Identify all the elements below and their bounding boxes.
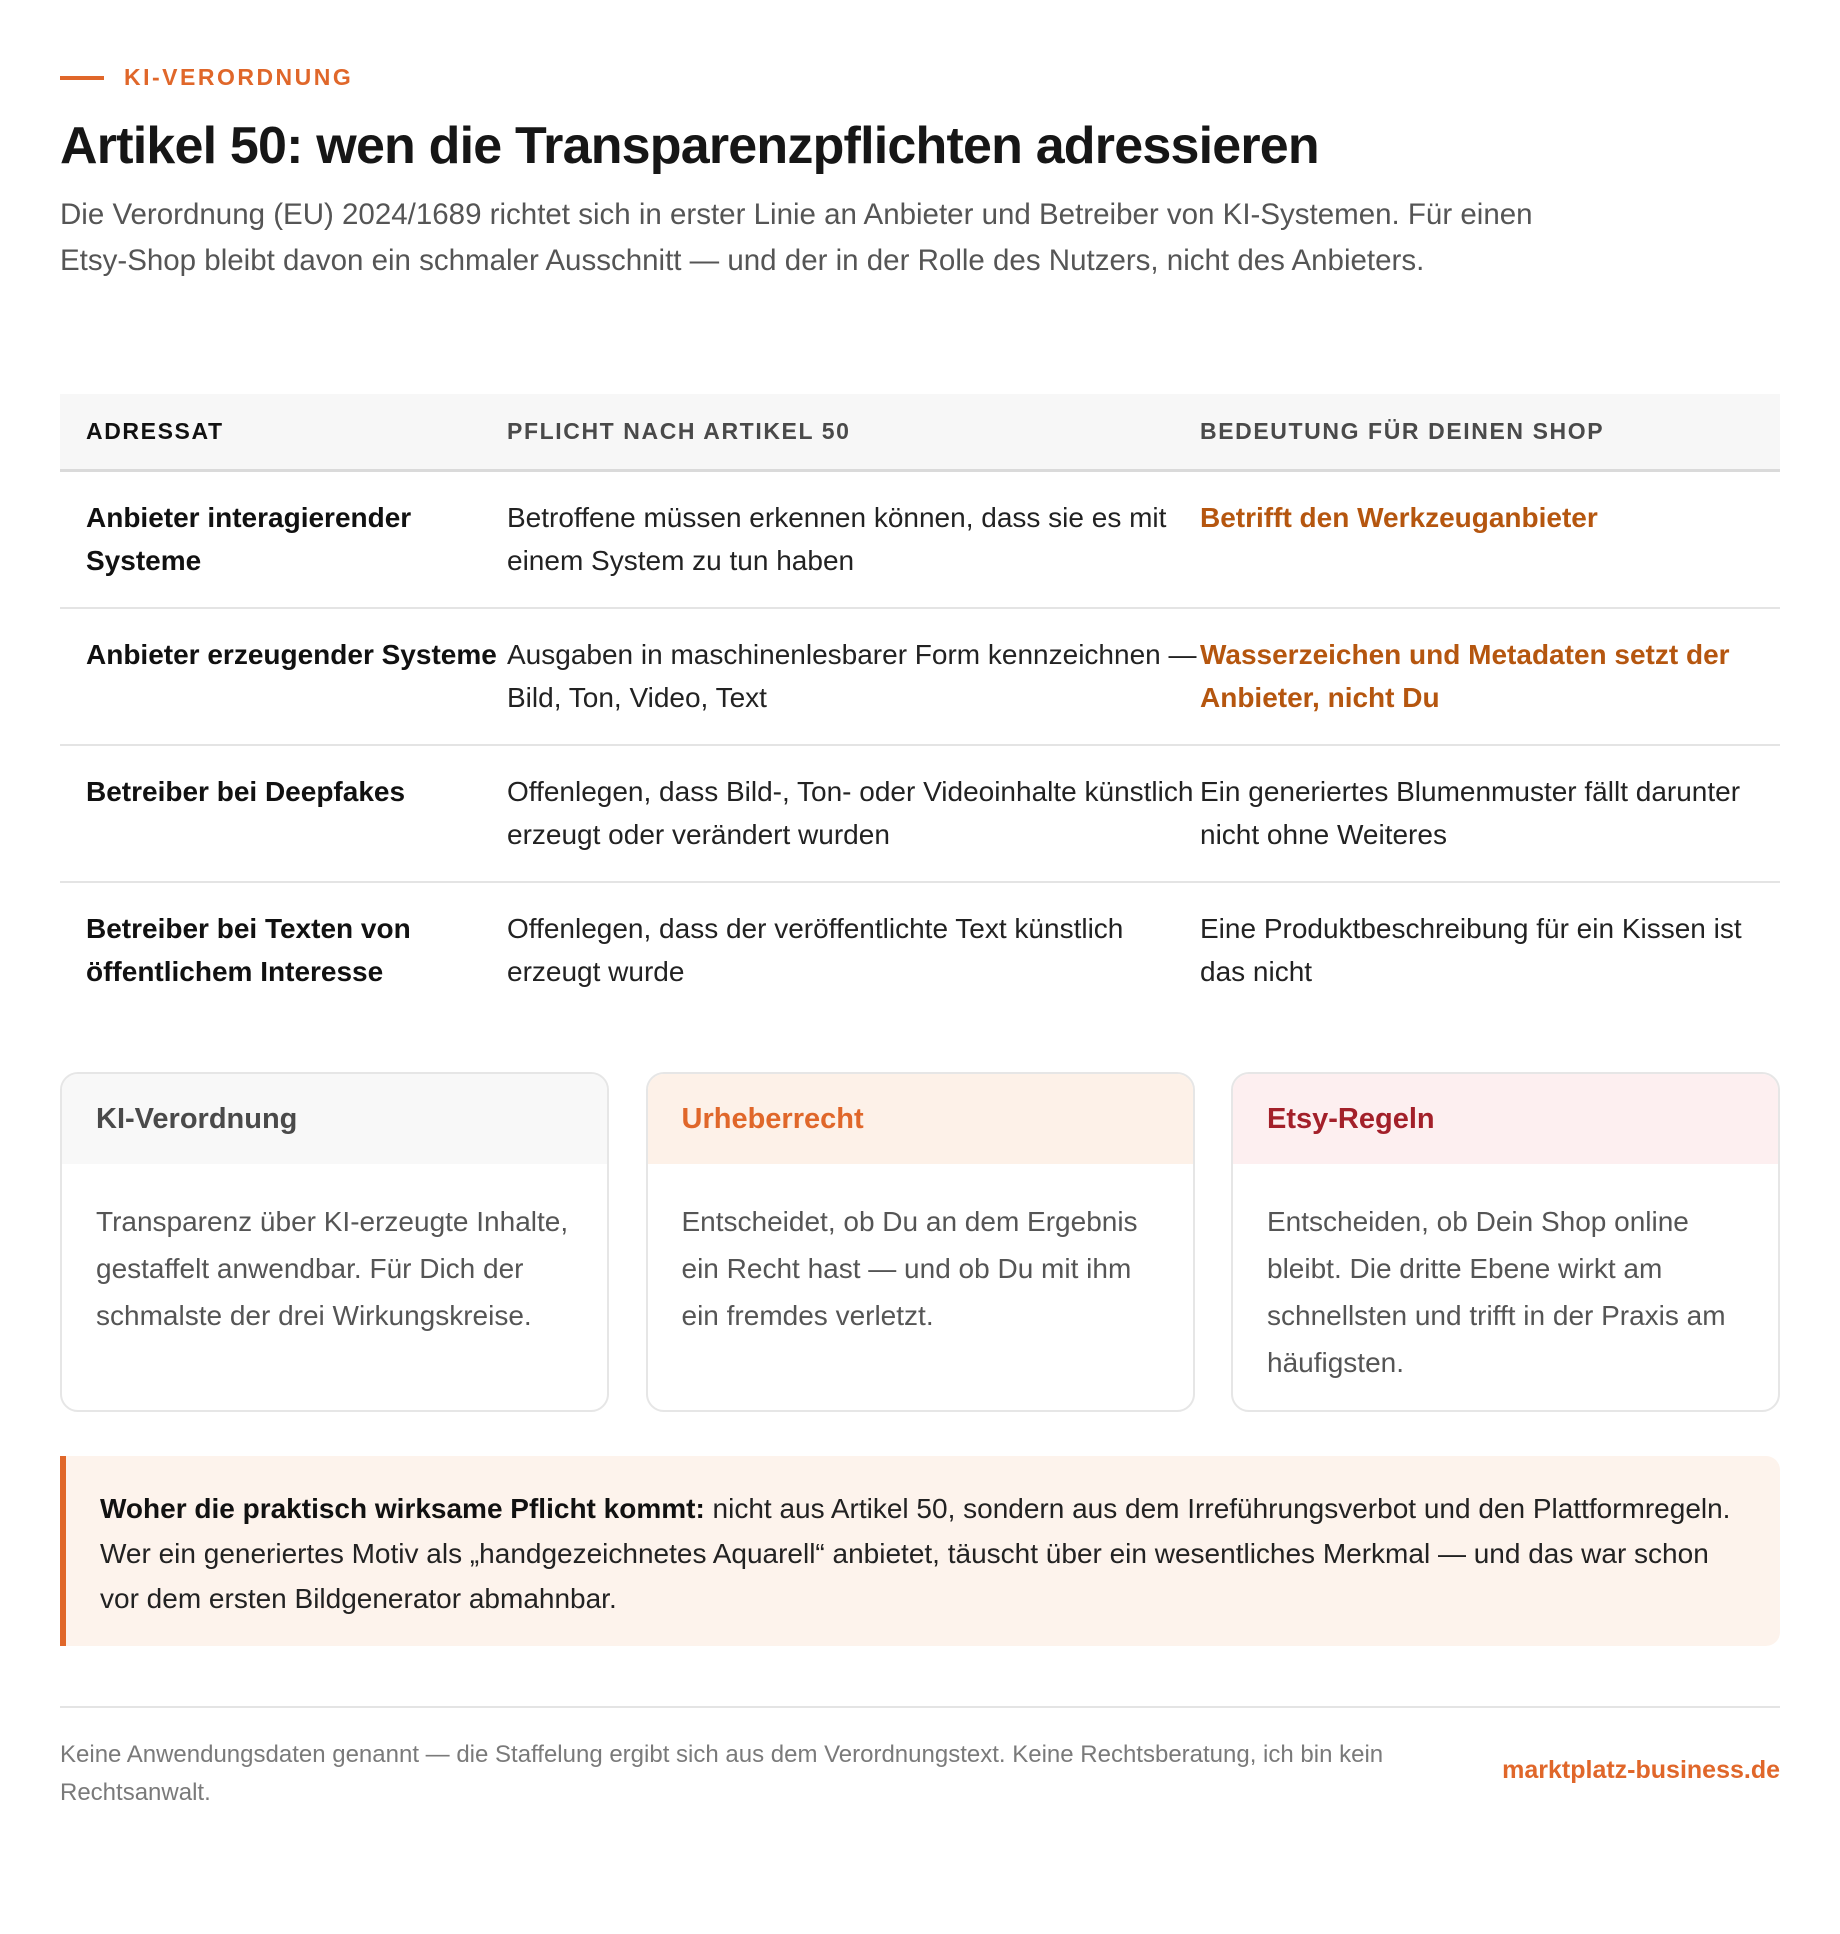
article-50-table xyxy=(60,394,1780,1020)
table-header-row xyxy=(60,394,1780,472)
card-etsy-regeln xyxy=(1231,1072,1780,1412)
card-body: Entscheidet, ob Du an dem Ergebnis ein Recht hast — und ob Du mit ihm ein fremdes verletzt. xyxy=(681,1206,1138,1331)
callout-box xyxy=(60,1456,1780,1646)
kicker-label: KI-VERORDNUNG xyxy=(124,64,354,90)
callout-text: nicht aus Artikel 50, sondern aus dem Irreführungsverbot und den Plattformregeln. Wer ein generiertes Motiv als „handgezeichnetes Aquarell“ anbietet, täuscht über ein wesentliches Merkmal — und das war schon vor dem ersten Bildgenerator abmahnbar. xyxy=(100,1493,1731,1614)
cell-meaning: Ein generiertes Blumenmuster fällt darunter nicht ohne Weiteres xyxy=(1200,776,1741,850)
intro-paragraph: Die Verordnung (EU) 2024/1689 richtet sich in erster Linie an Anbieter und Betreiber von KI-Systemen. Für einen Etsy-Shop bleibt davon ein schmaler Ausschnitt — und der in der Rolle des Nutzers, nicht des Anbieters. xyxy=(60,198,1533,277)
kicker xyxy=(60,64,353,91)
card-title: KI-Verordnung xyxy=(62,1074,607,1164)
cell-duty: Offenlegen, dass der veröffentlichte Text künstlich erzeugt wurde xyxy=(507,913,1124,987)
column-header-meaning: BEDEUTUNG FÜR DEINEN SHOP xyxy=(1200,418,1605,444)
cell-addressee: Anbieter erzeugender Systeme xyxy=(86,639,497,670)
footer-divider xyxy=(60,1706,1780,1708)
footer-note: Keine Anwendungsdaten genannt — die Staffelung ergibt sich aus dem Verordnungstext. Keine Rechtsberatung, ich bin kein Rechtsanwalt. xyxy=(60,1741,1384,1806)
table-row xyxy=(60,609,1780,746)
column-header-duty: PFLICHT NACH ARTIKEL 50 xyxy=(507,418,851,444)
cell-meaning: Eine Produktbeschreibung für ein Kissen ist das nicht xyxy=(1200,913,1742,987)
column-header-addressee: ADRESSAT xyxy=(86,418,224,444)
cell-duty: Offenlegen, dass Bild-, Ton- oder Videoinhalte künstlich erzeugt oder verändert wurden xyxy=(507,776,1194,850)
card-title: Etsy-Regeln xyxy=(1233,1074,1778,1164)
table-row xyxy=(60,883,1780,1020)
cell-duty: Betroffene müssen erkennen können, dass sie es mit einem System zu tun haben xyxy=(507,502,1167,576)
card-ki-verordnung xyxy=(60,1072,609,1412)
cell-addressee: Betreiber bei Deepfakes xyxy=(86,776,406,807)
cell-duty: Ausgaben in maschinenlesbarer Form kennzeichnen — Bild, Ton, Video, Text xyxy=(507,639,1197,713)
cell-addressee: Betreiber bei Texten von öffentlichem Interesse xyxy=(86,913,411,987)
card-urheberrecht xyxy=(646,1072,1195,1412)
card-body: Transparenz über KI-erzeugte Inhalte, gestaffelt anwendbar. Für Dich der schmalste der drei Wirkungskreise. xyxy=(96,1206,569,1331)
table-row xyxy=(60,472,1780,609)
card-body: Entscheiden, ob Dein Shop online bleibt. Die dritte Ebene wirkt am schnellsten und trifft in der Praxis am häufigsten. xyxy=(1267,1206,1726,1378)
card-title: Urheberrecht xyxy=(648,1074,1193,1164)
callout-lead: Woher die praktisch wirksame Pflicht kommt: xyxy=(100,1493,705,1524)
kicker-line xyxy=(60,76,104,80)
cell-meaning: Wasserzeichen und Metadaten setzt der Anbieter, nicht Du xyxy=(1200,639,1730,713)
cell-addressee: Anbieter interagierender Systeme xyxy=(86,502,412,576)
brand-link[interactable]: marktplatz-business.de xyxy=(1502,1756,1780,1784)
scope-cards xyxy=(60,1072,1780,1412)
page-title: Artikel 50: wen die Transparenzpflichten adressieren xyxy=(60,117,1319,175)
table-row xyxy=(60,746,1780,883)
cell-meaning: Betrifft den Werkzeuganbieter xyxy=(1200,502,1598,533)
